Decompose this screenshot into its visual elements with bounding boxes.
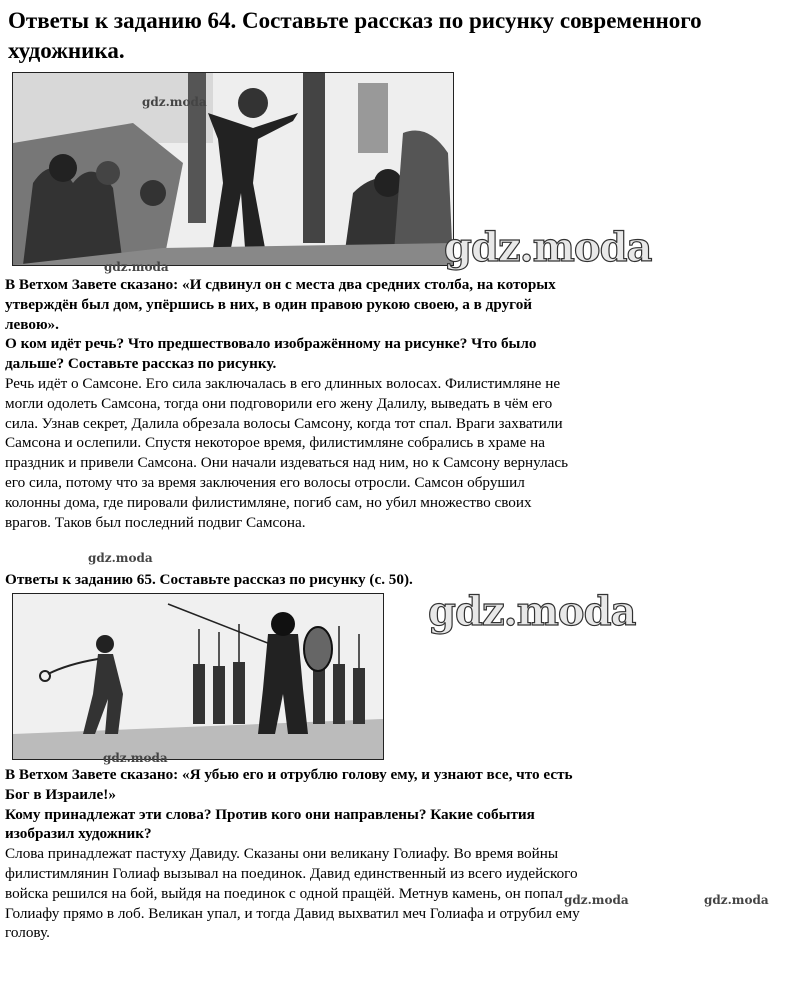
task64-question: О ком идёт речь? Что предшествовало изображённому на рисунке? Что было дальше? Составьте рассказ по рисунку. bbox=[5, 335, 537, 373]
task65-section bbox=[5, 765, 580, 943]
task64-section bbox=[5, 275, 580, 532]
david-goliath-illustration bbox=[12, 593, 384, 760]
watermark-small: gdz.moda bbox=[88, 551, 153, 565]
task65-quote: В Ветхом Завете сказано: «Я убью его и отрублю голову ему, и узнают все, что есть Бог в Израиле!» bbox=[5, 766, 573, 803]
watermark-large: gdz.moda bbox=[444, 224, 652, 271]
watermark-small: gdz.moda bbox=[103, 751, 168, 765]
watermark-small: gdz.moda bbox=[142, 95, 207, 109]
task64-quote: В Ветхом Завете сказано: «И сдвинул он с места два средних столба, на которых утверждён был дом, упёршись в них, в один правою рукою своею, а в другой левою». bbox=[5, 276, 556, 333]
samson-illustration bbox=[12, 72, 454, 266]
watermark-small: gdz.moda bbox=[104, 260, 169, 274]
task65-heading: Ответы к заданию 65. Составьте рассказ по рисунку (с. 50). bbox=[5, 571, 413, 588]
watermark-large: gdz.moda bbox=[428, 588, 636, 635]
task64-answer: Речь идёт о Самсоне. Его сила заключалась в его длинных волосах. Филистимляне не могли одолеть Самсона, тогда они подговорили его жену Далилу, выведать в чём его сила. Узнав секрет, Далила обрезала волосы Самсону, когда тот спал. Враги захватили Самсона и ослепили. Спустя некоторое время, филистимляне собрались в храме на праздник и привели Самсона. Они начали издеваться над ним, но к Самсону вернулась его сила, потому что за время заключения его волосы отросли. Самсон обрушил колонны дома, где пировали филистимляне, погиб сам, но убил множество своих врагов. Таков был последний подвиг Самсона. bbox=[5, 374, 569, 531]
task65-question: Кому принадлежат эти слова? Против кого они направлены? Какие события изобразил художник? bbox=[5, 805, 535, 843]
watermark-small: gdz.moda bbox=[704, 893, 769, 907]
watermark-small: gdz.moda bbox=[564, 893, 629, 907]
page-title: Ответы к заданию 64. Составьте рассказ по рисунку современного художника. bbox=[8, 8, 702, 63]
task65-answer: Слова принадлежат пастуху Давиду. Сказаны они великану Голиафу. Во время войны филистимлянин Голиаф вызывал на поединок. Давид единственный из всего иудейского войска решился на бой, выйдя на поединок с одной пращёй. Метнув камень, он попал Голиафу прямо в лоб. Великан упал, и тогда Давид выхватил меч Голиафа и отрубил ему голову. bbox=[5, 845, 580, 942]
